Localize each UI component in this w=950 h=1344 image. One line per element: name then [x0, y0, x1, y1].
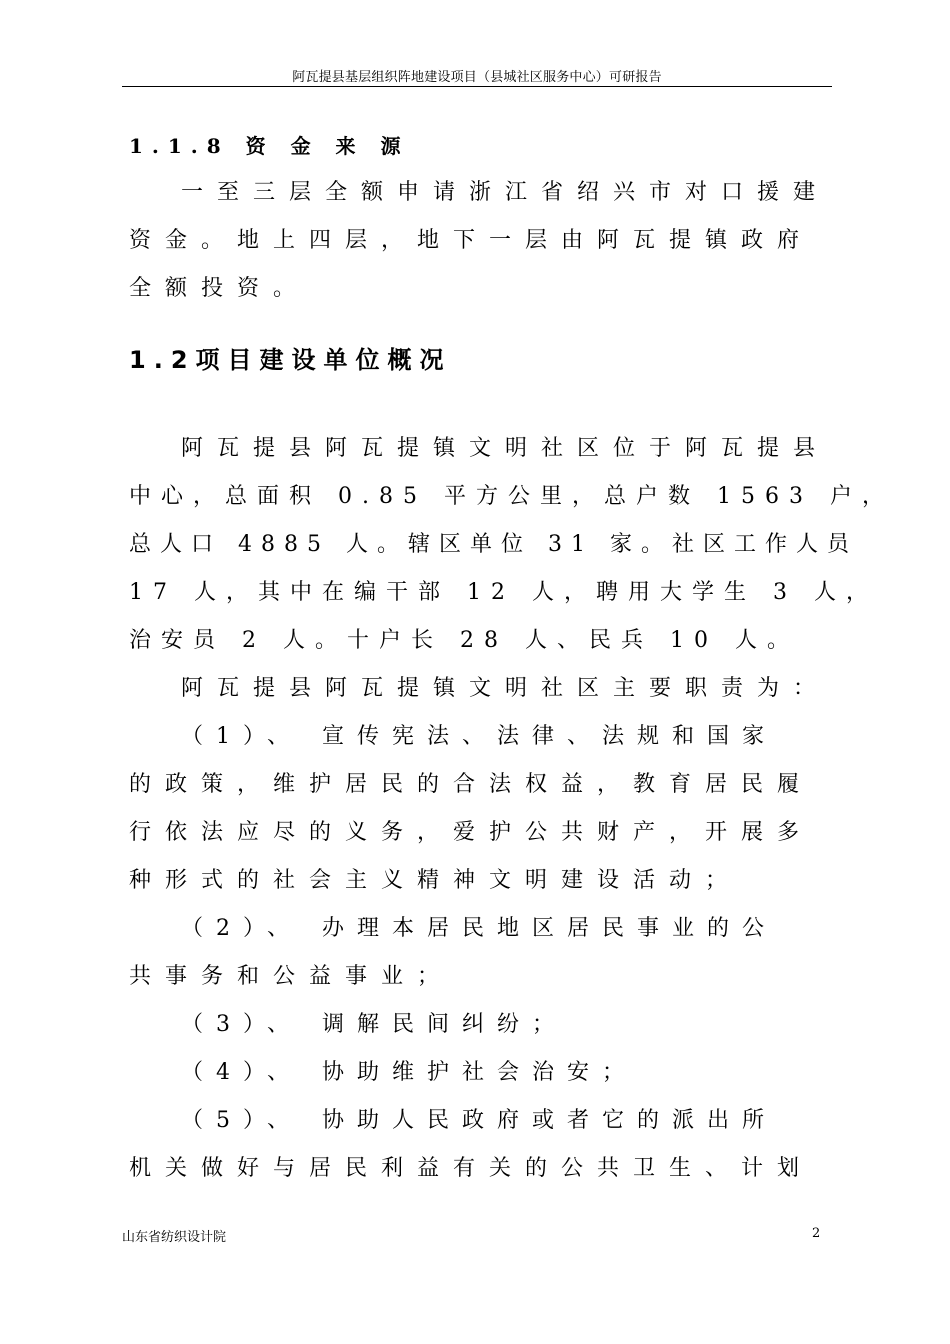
paragraph-line: 总人口 4885 人。辖区单位 31 家。社区工作人员	[129, 532, 858, 557]
page-header: 阿瓦提县基层组织阵地建设项目（县城社区服务中心）可研报告	[292, 70, 662, 85]
section-heading-1-2: 1.2项目建设单位概况	[129, 346, 452, 374]
paragraph-line: 阿瓦提县阿瓦提镇文明社区主要职责为：	[181, 676, 830, 701]
footer-organization: 山东省纺织设计院	[122, 1230, 227, 1245]
paragraph-line: 机关做好与居民利益有关的公共卫生、计划	[129, 1156, 814, 1181]
paragraph-line: 阿瓦提县阿瓦提镇文明社区位于阿瓦提县	[181, 436, 830, 461]
paragraph-line: 17 人，其中在编干部 12 人，聘用大学生 3 人，	[129, 580, 878, 605]
paragraph-line: 行依法应尽的义务，爱护公共财产，开展多	[129, 820, 814, 845]
paragraph-line: （3）、 调解民间纠纷；	[181, 1012, 567, 1037]
paragraph-line: 资金。地上四层，地下一层由阿瓦提镇政府	[129, 228, 814, 253]
section-heading-1-1-8: 1.1.8 资 金 来 源	[129, 134, 410, 158]
paragraph-line: 全额投资。	[129, 276, 310, 301]
paragraph-line: 一至三层全额申请浙江省绍兴市对口援建	[181, 180, 830, 205]
paragraph-line: 共事务和公益事业；	[129, 964, 454, 989]
paragraph-line: （5）、 协助人民政府或者它的派出所	[181, 1108, 777, 1133]
paragraph-line: 治安员 2 人。十户长 28 人、民兵 10 人。	[129, 628, 799, 653]
paragraph-line: （2）、 办理本居民地区居民事业的公	[181, 916, 777, 941]
page-number: 2	[812, 1226, 821, 1241]
paragraph-line: 中心，总面积 0.85 平方公里，总户数 1563 户，	[129, 484, 894, 509]
paragraph-line: 种形式的社会主义精神文明建设活动；	[129, 868, 742, 893]
header-divider	[122, 86, 832, 87]
paragraph-line: 的政策，维护居民的合法权益，教育居民履	[129, 772, 814, 797]
paragraph-line: （1）、 宣传宪法、法律、法规和国家	[181, 724, 777, 749]
paragraph-line: （4）、 协助维护社会治安；	[181, 1060, 637, 1085]
